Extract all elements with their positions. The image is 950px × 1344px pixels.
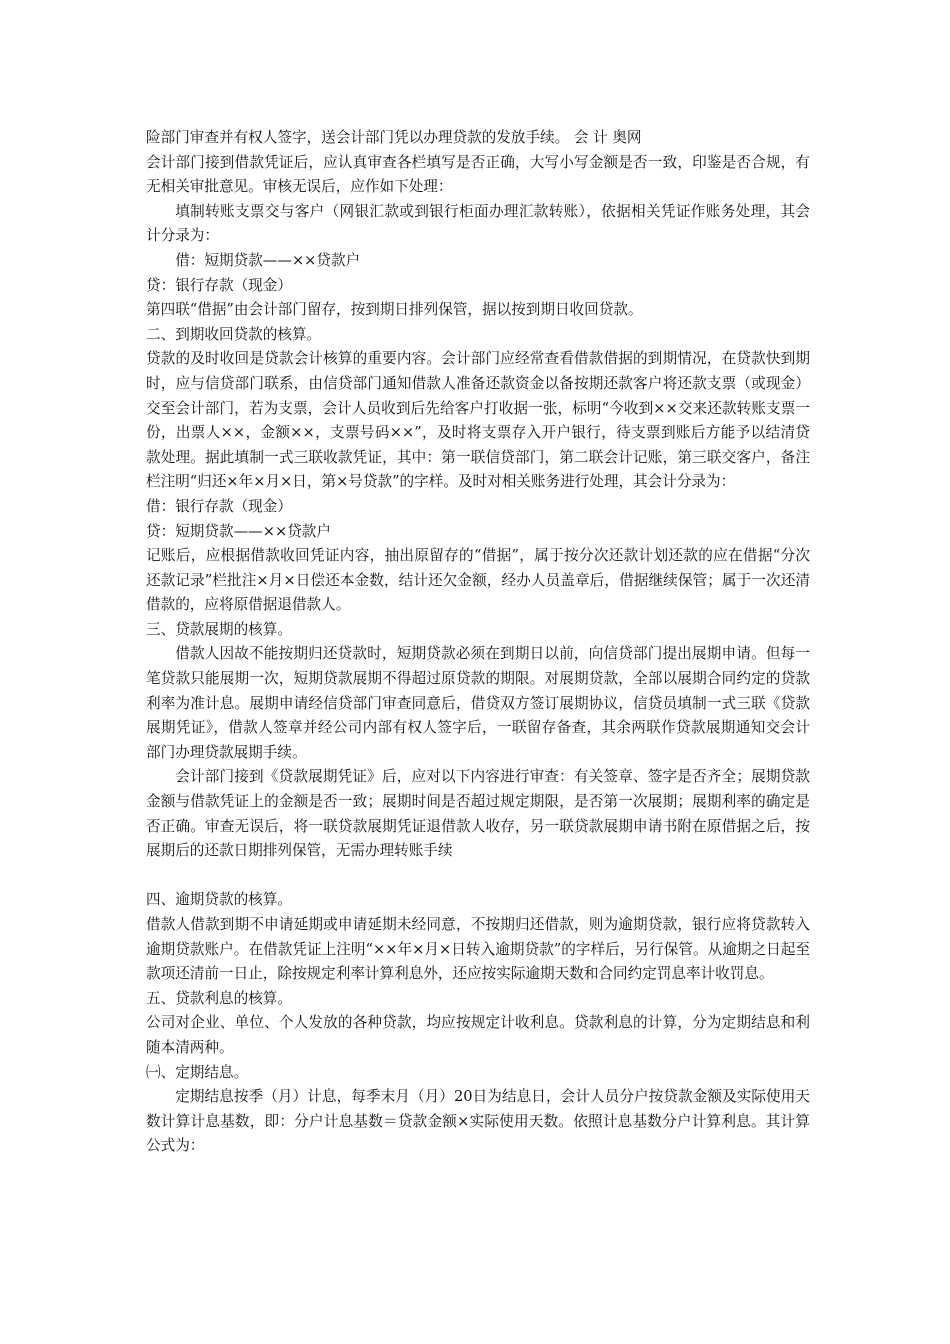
section-heading-5: 五、贷款利息的核算。 (146, 989, 292, 1007)
subsection-heading-1: ㈠、定期结息。 (146, 1063, 249, 1081)
paragraph-6: 第四联“借据”由会计部门留存，按到期日排列保管，据以按到期日收回贷款。 (146, 301, 643, 319)
journal-entry-credit-2: 贷：短期贷款——××贷款户 (146, 522, 331, 540)
journal-entry-credit-1: 贷：银行存款（现金） (146, 276, 292, 294)
paragraph-3: 填制转账支票交与客户（网银汇款或到银行柜面办理汇款转账），依据相关凭证作账务处理，其会计分录为： (146, 202, 810, 245)
paragraph-14: 会计部门接到《贷款展期凭证》后，应对以下内容进行审查：有关签章、签字是否齐全；展期贷款金额与借款凭证上的金额是否一致；展期时间是否超过规定期限，是否第一次展期；展期利率的确定是否正确。审查无误后，将一联贷款展期凭证退借款人收存，另一联贷款展期申请书附在原借据之后，按展期后的还款日期排列保管，无需办理转账手续 (146, 768, 810, 860)
document-page (146, 126, 810, 1159)
paragraph-17: 借款人借款到期不申请延期或申请延期未经同意，不按期归还借款，则为逾期贷款，银行应将贷款转入逾期贷款账户。在借款凭证上注明“××年×月×日转入逾期贷款”的字样后，另行保管。从逾期之日起至款项还清前一日止，除按规定利率计算利息外，还应按实际逾期天数和合同约定罚息率计收罚息。 (146, 916, 810, 983)
paragraph-1: 险部门审查并有权人签字，送会计部门凭以办理贷款的发放手续。 会 计 奥网 (146, 129, 642, 146)
paragraph-19: 公司对企业、单位、个人发放的各种贷款，均应按规定计收利息。贷款利息的计算，分为定期结息和利随本清两种。 (146, 1014, 810, 1056)
paragraph-11: 记账后，应根据借款收回凭证内容，抽出原留存的“借据”，属于按分次还款计划还款的应在借据“分次还款记录”栏批注×月×日偿还本金数，结计还欠金额，经办人员盖章后，借据继续保管；属于一次还清借款的，应将原借据退借款人。 (146, 547, 810, 614)
paragraph-8: 贷款的及时收回是贷款会计核算的重要内容。会计部门应经常查看借款借据的到期情况，在贷款快到期时，应与信贷部门联系，由信贷部门通知借款人准备还款资金以备按期还款客户将还款支票（或现金）交至会计部门，若为支票，会计人员收到后先给客户打收据一张，标明“今收到××交来还款转账支票一份，出票人××，金额××，支票号码××”，及时将支票存入开户银行，待支票到账后方能予以结清贷款处理。据此填制一式三联收款凭证，其中：第一联信贷部门，第二联会计记账，第三联交客户，备注栏注明“归还×年×月×日，第×号贷款”的字样。及时对相关账务进行处理，其会计分录为： (146, 350, 810, 491)
section-heading-2: 二、到期收回贷款的核算。 (146, 325, 322, 343)
paragraph-21: 定期结息按季（月）计息，每季末月（月）20日为结息日，会计人员分户按贷款金额及实际使用天数计算计息基数，即：分户计息基数＝贷款金额×实际使用天数。依照计息基数分户计算利息。其计算公式为： (146, 1088, 810, 1155)
journal-entry-debit-2: 借：银行存款（现金） (146, 497, 292, 515)
paragraph-2: 会计部门接到借款凭证后，应认真审查各栏填写是否正确，大写小写金额是否一致，印鉴是否合规，有无相关审批意见。审核无误后，应作如下处理： (146, 153, 810, 196)
section-heading-4: 四、逾期贷款的核算。 (146, 891, 292, 909)
journal-entry-debit-1: 借：短期贷款——××贷款户 (175, 251, 361, 269)
blank-line (146, 864, 810, 889)
section-heading-3: 三、贷款展期的核算。 (146, 620, 292, 638)
paragraph-13: 借款人因故不能按期归还贷款时，短期贷款必须在到期日以前，向信贷部门提出展期申请。但每一笔贷款只能展期一次，短期贷款展期不得超过原贷款的期限。对展期贷款，全部以展期合同约定的贷款利率为准计息。展期申请经信贷部门审查同意后，借贷双方签订展期协议，信贷员填制一式三联《贷款展期凭证》，借款人签章并经公司内部有权人签字后，一联留存备查，其余两联作贷款展期通知交会计部门办理贷款展期手续。 (146, 645, 810, 761)
